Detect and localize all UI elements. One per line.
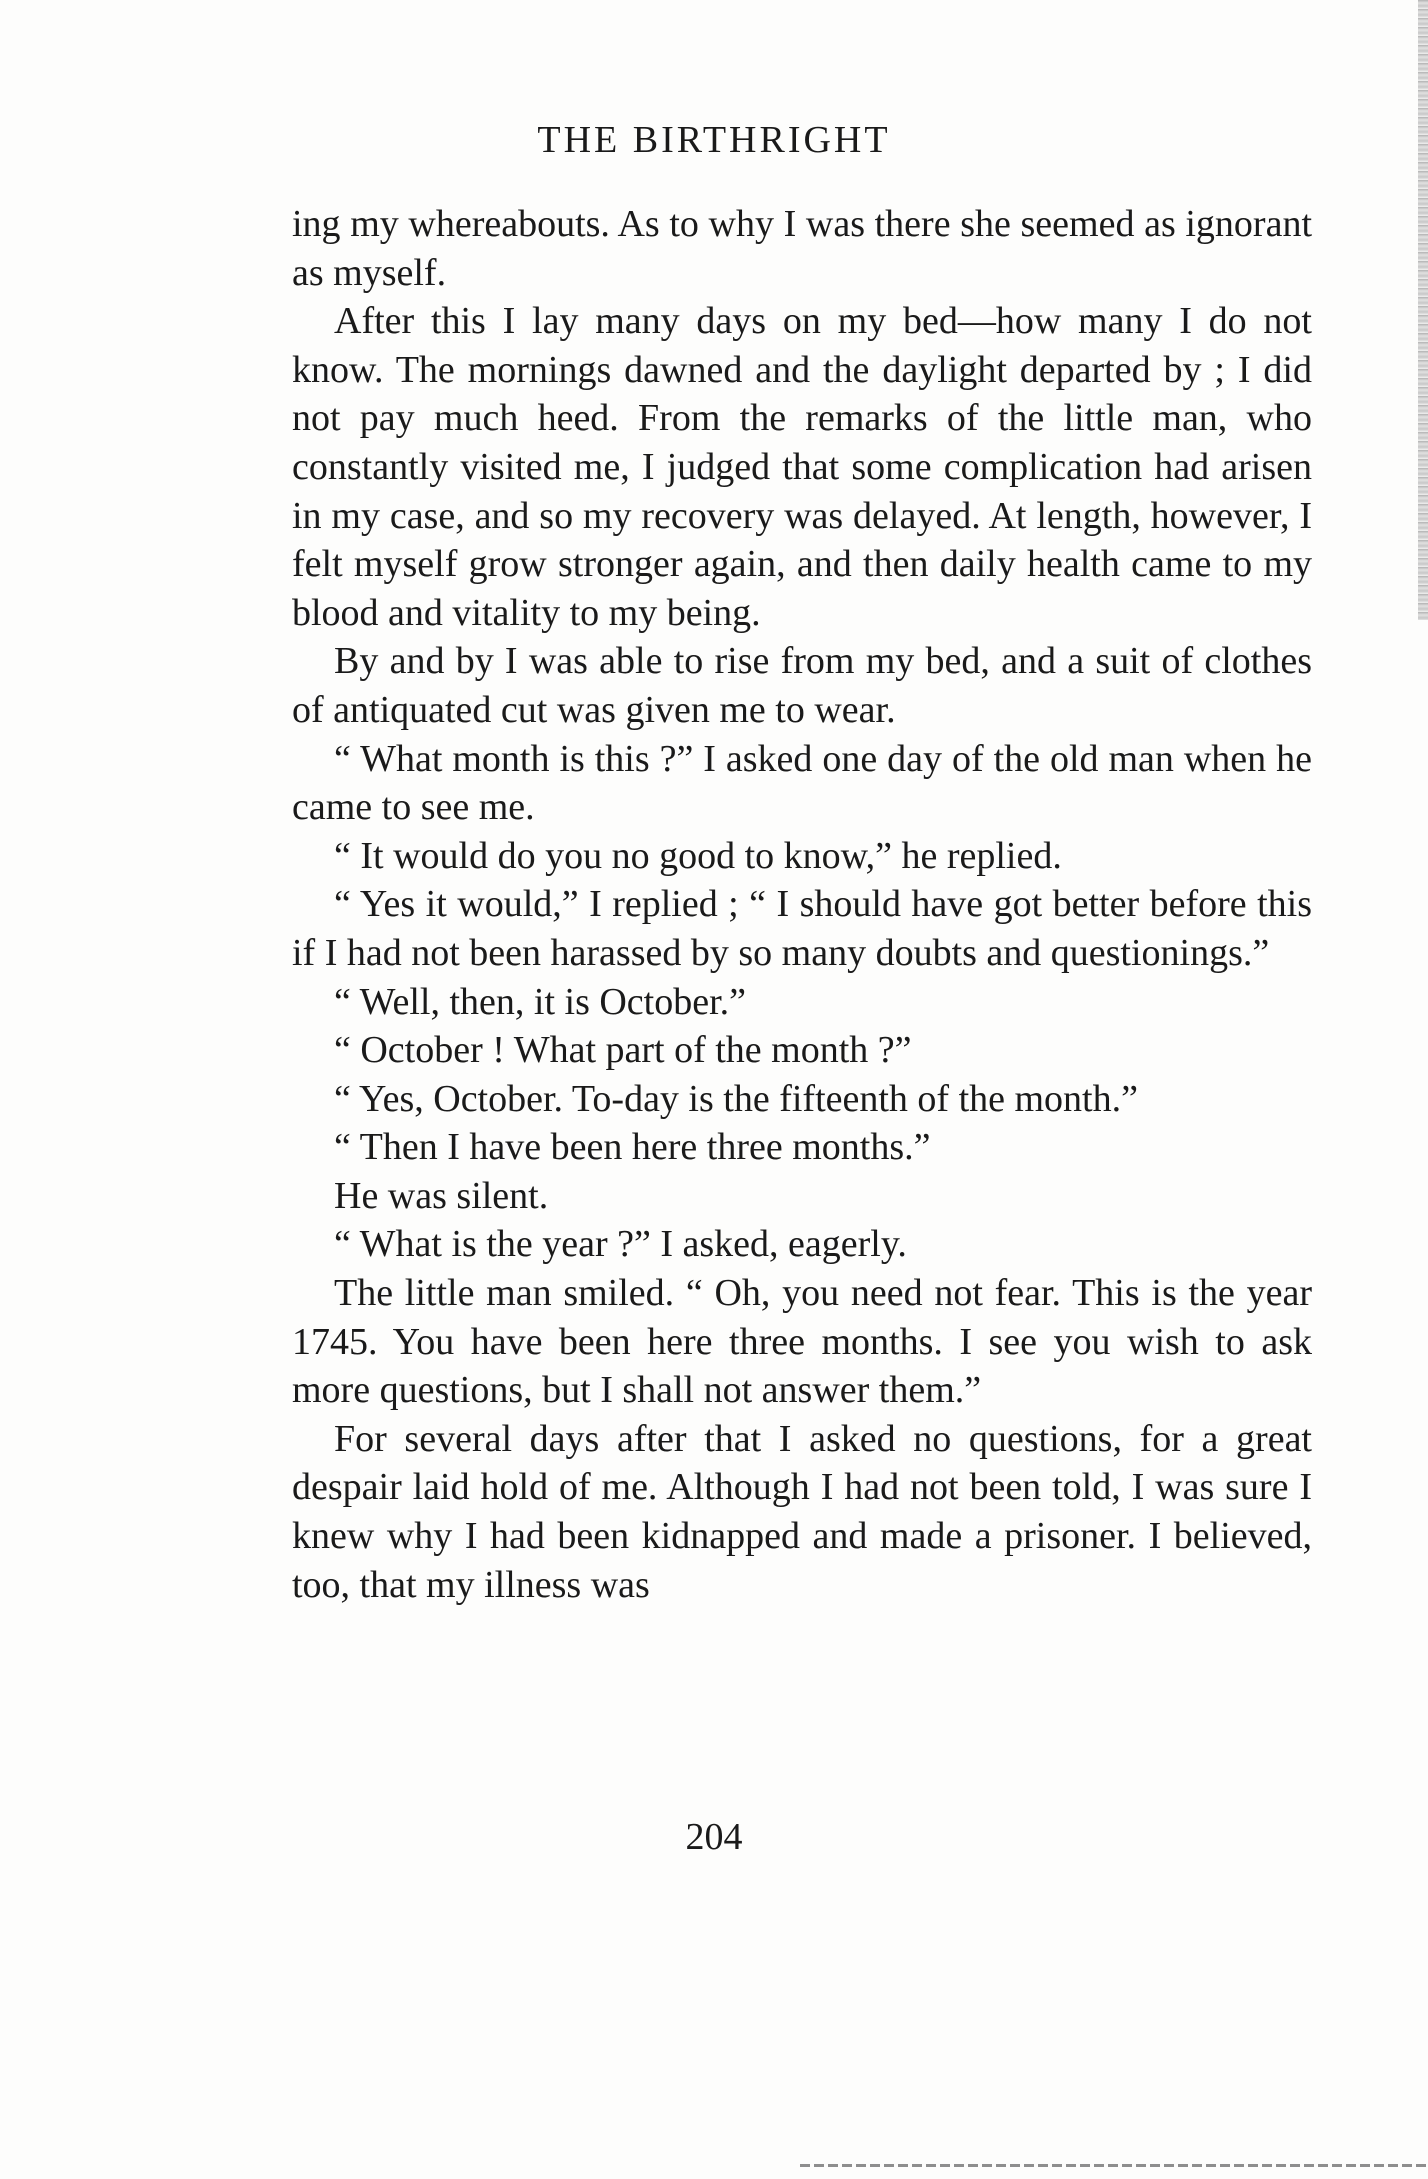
- paragraph: “ It would do you no good to know,” he replied.: [334, 834, 1062, 877]
- body-text: [292, 200, 1312, 1609]
- paragraph: “ Well, then, it is October.”: [334, 980, 747, 1023]
- paragraph: After this I lay many days on my bed—how many I do not know. The mornings dawned and the daylight departed by ; I did not pay much heed. From the remarks of the little man, who constantly visited me, I judged that some complication had arisen in my case, and so my recovery was delayed. At length, however, I felt myself grow stronger again, and then daily health came to my blood and vitality to my being.: [292, 300, 1312, 634]
- paragraph: For several days after that I asked no questions, for a great despair laid hold of me. Although I had not been told, I was sure I knew why I had been kidnapped and made a prisoner. I believed, too, that my illness was: [292, 1417, 1312, 1606]
- paragraph: By and by I was able to rise from my bed, and a suit of clothes of antiquated cut was given me to wear.: [292, 640, 1312, 731]
- paragraph: He was silent.: [334, 1174, 549, 1217]
- paragraph: “ What is the year ?” I asked, eagerly.: [334, 1223, 907, 1266]
- running-head: THE BIRTHRIGHT: [537, 119, 891, 161]
- paragraph: The little man smiled. “ Oh, you need not fear. This is the year 1745. You have been here three months. I see you wish to ask more questions, but I shall not answer them.”: [292, 1272, 1312, 1412]
- paragraph: “ Yes, October. To-day is the fifteenth of the month.”: [334, 1077, 1138, 1120]
- paragraph: ing my whereabouts. As to why I was there she seemed as ignorant as myself.: [292, 203, 1312, 294]
- page-number: 204: [685, 1816, 743, 1858]
- page-bottom-edge: [800, 2164, 1428, 2167]
- paragraph: “ Yes it would,” I replied ; “ I should have got better before this if I had not been harassed by so many doubts and questionings.”: [292, 883, 1312, 974]
- page-edge-shadow: [1418, 0, 1428, 620]
- paragraph: “ Then I have been here three months.”: [334, 1126, 931, 1169]
- paragraph: “ October ! What part of the month ?”: [334, 1029, 912, 1072]
- paragraph: “ What month is this ?” I asked one day of the old man when he came to see me.: [292, 737, 1312, 829]
